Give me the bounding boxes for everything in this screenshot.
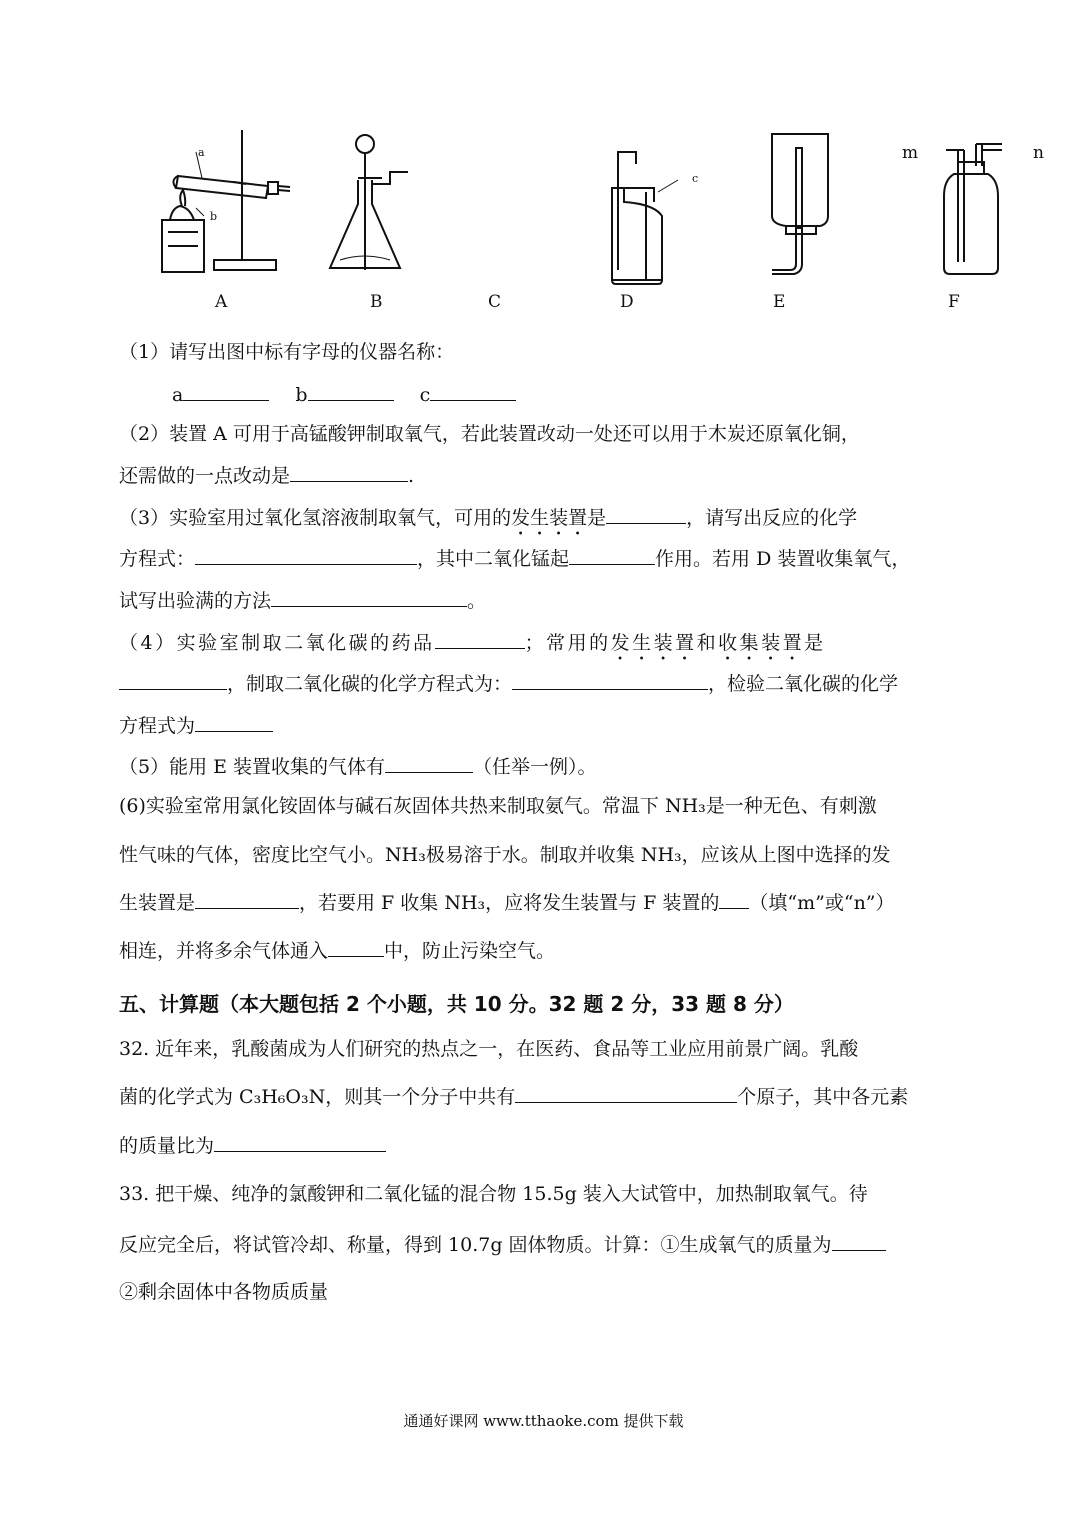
blank-q3-role[interactable] xyxy=(569,546,655,565)
blank-q32-ratio[interactable] xyxy=(214,1133,386,1152)
blank-q3-method[interactable] xyxy=(271,588,467,607)
figure-label-b: B xyxy=(370,292,383,312)
blank-q5[interactable] xyxy=(385,754,473,773)
blank-a[interactable] xyxy=(183,382,269,401)
q3-line3: 试写出验满的方法 。 xyxy=(119,590,487,612)
q5-line: （5）能用 E 装置收集的气体有 （任举一例）。 xyxy=(119,756,597,778)
label-c-small: c xyxy=(692,172,699,185)
blank-q3-equation[interactable] xyxy=(195,546,417,565)
figure-label-a: A xyxy=(215,292,228,312)
q4-line1: （4）实验室制取二氧化碳的药品 ；常用的发生装置和收集装置是 xyxy=(119,632,826,654)
blank-q4-equation[interactable] xyxy=(512,671,708,690)
section-heading: 五、计算题（本大题包括 2 个小题，共 10 分。32 题 2 分，33 题 8 分） xyxy=(119,992,794,1016)
figure-label-f: F xyxy=(948,292,960,312)
label-m: m xyxy=(902,143,919,163)
blank-q4-devices[interactable] xyxy=(119,671,227,690)
q4-line3: 方程式为 xyxy=(119,713,972,738)
blank-q6-absorb[interactable] xyxy=(328,938,384,957)
figure-label-d: D xyxy=(620,292,634,312)
blank-q32-atoms[interactable] xyxy=(515,1084,737,1103)
footer: 通通好课网 www.tthaoke.com 提供下载 xyxy=(403,1412,684,1430)
q33-line1: 33. 把干燥、纯净的氯酸钾和二氧化锰的混合物 15.5g 装入大试管中，加热制取氧气。待 xyxy=(119,1183,868,1205)
q3-line2: 方程式： ，其中二氧化锰起 作用。若用 D 装置收集氧气， xyxy=(119,548,911,570)
label-a-small: a xyxy=(198,146,205,159)
blank-q4-reagents[interactable] xyxy=(435,630,525,649)
blank-q33-mass[interactable] xyxy=(832,1232,886,1251)
q2-line2: 还需做的一点改动是 . xyxy=(119,465,415,487)
blank-c[interactable] xyxy=(430,382,516,401)
blank-q6-device[interactable] xyxy=(195,890,299,909)
q32-line3: 的质量比为 xyxy=(119,1133,972,1158)
q3-line1: （3）实验室用过氧化氢溶液制取氧气，可用的发生装置是 ，请写出反应的化学 xyxy=(119,507,858,529)
label-b-small: b xyxy=(210,210,218,223)
blank-q4-test[interactable] xyxy=(195,713,273,732)
figure-label-e: E xyxy=(773,292,786,312)
blank-q6-port[interactable] xyxy=(719,890,749,909)
label-n: n xyxy=(1033,143,1044,163)
q4-line2: ，制取二氧化碳的化学方程式为： ，检验二氧化碳的化学 xyxy=(119,671,972,696)
q6-line4: 相连，并将多余气体通入 中，防止污染空气。 xyxy=(119,940,556,962)
q6-line2: 性气味的气体，密度比空气小。NH₃极易溶于水。制取并收集 NH₃，应该从上图中选择的发 xyxy=(119,844,891,866)
q6-line1: (6)实验室常用氯化铵固体与碱石灰固体共热来制取氨气。常温下 NH₃是一种无色、有刺激 xyxy=(119,795,877,817)
figure-label-c: C xyxy=(488,292,502,312)
q33-line2: 反应完全后，将试管冷却、称量，得到 10.7g 固体物质。计算：①生成氧气的质量为 xyxy=(119,1232,972,1257)
q33-line3: ②剩余固体中各物质质量 xyxy=(119,1281,329,1303)
q32-line1: 32. 近年来，乳酸菌成为人们研究的热点之一，在医药、食品等工业应用前景广阔。乳酸 xyxy=(119,1038,859,1060)
blank-q2[interactable] xyxy=(290,463,408,482)
q6-line3: 生装置是 ，若要用 F 收集 NH₃，应将发生装置与 F 装置的 （填“m”或“n”） xyxy=(119,892,895,914)
q2-line1: （2）装置 A 可用于高锰酸钾制取氧气，若此装置改动一处还可以用于木炭还原氧化铜， xyxy=(119,423,860,445)
q1-line: （1）请写出图中标有字母的仪器名称： xyxy=(119,341,455,363)
blank-q3-device[interactable] xyxy=(606,505,686,524)
q32-line2: 菌的化学式为 C₃H₆O₃N，则其一个分子中共有 个原子，其中各元素 xyxy=(119,1086,909,1108)
q1-blanks: a b c xyxy=(172,382,972,407)
blank-b[interactable] xyxy=(308,382,394,401)
